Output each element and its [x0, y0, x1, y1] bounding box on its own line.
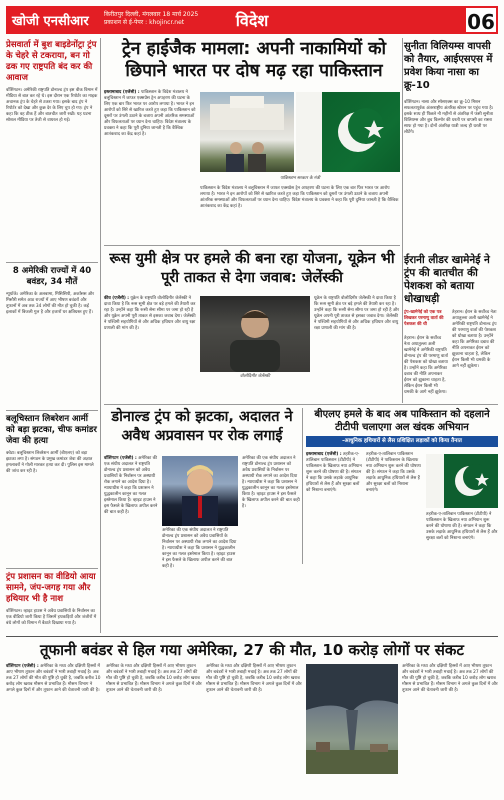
left-story-3-headline: बलूचिस्तान लिबरेशन आर्मी को बड़ा झटका, चीफ कमांडर जेवा की हत्या — [6, 414, 97, 446]
storm-body-2: अमेरिका के मध्य और दक्षिणी हिस्सों में आए भीषण तूफान और बवंडरों ने भारी तबाही मचाई है। अब तक 27 लोगों की मौत की पुष्टि हो चुकी है, जबकि करीब 10 करोड़ लोग खराब मौसम से प्रभावित हैं। मौसम विभाग ने अगले कुछ दिनों में और तूफान आने की चेतावनी जारी की है। — [106, 664, 202, 693]
train-hijack-body-2: पाकिस्तान के विदेश मंत्रालय ने बलूचिस्तान में जाफर एक्सप्रेस ट्रेन अपहरण की घटना के लिए एक बार फिर भारत पर आरोप लगाया है। भारत ने इन आरोपों को सिरे से खारिज करते हुए कहा कि पाकिस्तान को दूसरों पर उंगली उठाने के बजाय अपनी आंतरिक समस्याओं और विफलताओं पर ध्यान देना चाहिए। विदेश मंत्रालय के प्रवक्ता ने कहा कि पूरी दुनिया जानती है कि वैश्विक आतंकवाद का केंद्र कहां है। — [200, 186, 399, 209]
ttp-subline: -आधुनिक हथियारों से लैस प्रशिक्षित लड़ाकों को किया तैनात — [306, 436, 498, 447]
photo-pakistan-officials-art — [200, 92, 294, 172]
zelensky-body-2: यूक्रेन के राष्ट्रपति वोलोदिमीर जेलेंस्की ने दावा किया है कि रूस सूमी क्षेत्र पर बड़े हमले की तैयारी कर रहा है। उन्होंने कहा कि रूसी सेना सीमा पर जमा हो रही है और यूक्रेन अपनी पूरी ताकत से इसका जवाब देगा। जेलेंस्की ने पश्चिमी सहयोगियों से और अधिक हथियार और वायु रक्षा प्रणाली की मांग की है। — [314, 296, 400, 331]
storm-dateline: वॉशिंगटन (एजेंसी) : — [6, 664, 39, 669]
left-story-1-body: वॉशिंगटन। अमेरिकी राष्ट्रपति डोनाल्ड ट्रंप इस वीक विमान में मीडिया से बात कर रहे थे। इस दौरान एक रिपोर्टर का माइक अचानक ट्रंप के चेहरे से टकरा गया। इसके बाद ट्रंप ने रिपोर्टर को देखा और कुछ देर के लिए चुप हो गए। ट्रंप ने कहा कि वह ठीक हैं और बातचीत जारी रखी। यह घटना सोशल मीडिया पर तेजी से वायरल हो गई। — [6, 88, 98, 123]
pakistan-flag-icon — [296, 92, 400, 172]
photo-pakistan-flag-2 — [426, 454, 498, 508]
sunita-williams-headline: सुनीता विलियम्स वापसी को तैयार, आईएसएस में प्रवेश किया नासा का क्रू-10 — [404, 41, 493, 91]
zelensky-headline: रूस युमी क्षेत्र पर हमले की बना रहा योजना, यूक्रेन भी पूरी ताकत से देगा जवाब: जेलेंस्की — [109, 251, 395, 286]
photo-zelensky — [200, 296, 310, 372]
deportation-body-2: अमेरिका की एक संघीय अदालत ने राष्ट्रपति डोनाल्ड ट्रंप प्रशासन को अवैध प्रवासियों के निर्वासन पर अस्थायी रोक लगाने का आदेश दिया है। न्यायाधीश ने कहा कि प्रशासन ने युद्धकालीन कानून का गलत इस्तेमाल किया है। व्हाइट हाउस ने इस फैसले के खिलाफ अपील करने की बात कही है। — [242, 456, 300, 509]
photo-trump — [162, 456, 238, 526]
column-rule — [100, 38, 101, 633]
ttp-headline: बीएलए हमले के बाद अब पाकिस्तान को दहलाने टीटीपी चलाएगा अल खंदक अभियान — [314, 409, 490, 433]
train-hijack-body-text: पाकिस्तान के विदेश मंत्रालय ने बलूचिस्तान में जाफर एक्सप्रेस ट्रेन अपहरण की घटना के लिए एक बार फिर भारत पर आरोप लगाया है। भारत ने इन आरोपों को सिरे से खारिज करते हुए कहा कि पाकिस्तान को दूसरों पर उंगली उठाने के बजाय अपनी आंतरिक समस्याओं और विफलताओं पर ध्यान देना चाहिए। विदेश मंत्रालय के प्रवक्ता ने कहा कि पूरी दुनिया जानती है कि वैश्विक आतंकवाद का केंद्र कहां है। — [104, 90, 196, 137]
storm-body-3: अमेरिका के मध्य और दक्षिणी हिस्सों में आए भीषण तूफान और बवंडरों ने भारी तबाही मचाई है। अब तक 27 लोगों की मौत की पुष्टि हो चुकी है, जबकि करीब 10 करोड़ लोग खराब मौसम से प्रभावित हैं। मौसम विभाग ने अगले कुछ दिनों में और तूफान आने की चेतावनी जारी की है। — [206, 664, 302, 693]
train-hijack-dateline: इस्लामाबाद (एजेंसी) : — [104, 90, 140, 95]
photo-storm-art — [306, 664, 398, 774]
masthead — [6, 6, 498, 34]
divider — [6, 636, 498, 637]
left-story-2 — [6, 266, 98, 404]
deportation-dateline: वॉशिंगटन (एजेंसी) : — [104, 456, 137, 461]
column-rule — [402, 38, 403, 403]
khamenei-body-1: तेहरान। ईरान के सर्वोच्च नेता अयातुल्ला अली खामेनेई ने अमेरिकी राष्ट्रपति डोनाल्ड ट्रंप की परमाणु वार्ता की पेशकश को धोखा बताया है। उन्होंने कहा कि अमेरिका दबाव की नीति अपनाकर ईरान को झुकाना चाहता है, लेकिन ईरान किसी भी धमकी के आगे नहीं झुकेगा। — [404, 336, 448, 395]
left-story-4-body: वॉशिंगटन। व्हाइट हाउस ने अवैध प्रवासियों के निर्वासन का एक वीडियो जारी किया है जिसमें हथकड़ियों और जंजीरों में बंधे लोगों को विमान में बैठाते दिखाया गया है। — [6, 609, 97, 626]
main-headline-train-hijack: ट्रेन हाईजैक मामला: अपनी नाकामियों को छिपाने भारत पर दोष मढ़ रहा पाकिस्तान — [121, 39, 387, 81]
divider — [6, 262, 98, 263]
zelensky-caption: वोलोदिमीर जेलेंस्की — [240, 374, 270, 379]
column-rule — [302, 408, 303, 564]
divider — [104, 404, 498, 405]
storm-headline: तूफानी बवंडर से हिल गया अमेरिका, 27 की मौत, 10 करोड़ लोगों पर संकट — [40, 641, 464, 659]
storm-body-4: अमेरिका के मध्य और दक्षिणी हिस्सों में आए भीषण तूफान और बवंडरों ने भारी तबाही मचाई है। अब तक 27 लोगों की मौत की पुष्टि हो चुकी है, जबकि करीब 10 करोड़ लोग खराब मौसम से प्रभावित हैं। मौसम विभाग ने अगले कुछ दिनों में और तूफान आने की चेतावनी जारी की है। — [402, 664, 498, 693]
train-hijack-caption: पाकिस्तान सरकार के मंत्री — [280, 176, 320, 181]
left-story-4-headline: ट्रंप प्रशासन का वीडियो आया सामने, जंप-जगह गया और हथियार भी है नाश — [6, 572, 96, 604]
left-story-1 — [6, 40, 98, 254]
photo-storm — [306, 664, 398, 774]
khamenei-headline: ईरानी लीडर खामेनेई ने ट्रंप की बातचीत की पेशकश को बताया धोखाधड़ी — [404, 254, 490, 305]
khamenei-subhead: ट्रंप-खामेनेई को एक पत्र लिखकर परमाणु वार्ता की पेशकश की थी — [404, 310, 444, 327]
left-story-2-body: न्यूयॉर्क। अमेरिका के अलबामा, मिसिसिपी, अर्कांसस और मिसौरी समेत आठ राज्यों में आए भीषण बवंडरों और तूफानों में अब तक 34 लोगों की मौत हो चुकी है। कई इलाकों में बिजली गुल है और हजारों घर क्षतिग्रस्त हुए हैं। — [6, 292, 95, 315]
section-title: विदेश — [235, 11, 269, 30]
divider — [6, 410, 98, 411]
left-story-1-headline: प्रेसवार्ता में बुश बाइडेनोंट्रा ट्रंप के चेहरे से टकराया, बन गो ढक गए राष्ट्रपति बंद कर की आवाज — [6, 40, 97, 83]
left-story-2-headline: 8 अमेरिकी राज्यों में 40 बवंडर, 34 मौतें — [12, 266, 92, 287]
photo-pakistan-officials — [200, 92, 294, 172]
sunita-williams-body: वॉशिंगटन। नासा और स्पेसएक्स का क्रू-10 मिशन सफलतापूर्वक अंतरराष्ट्रीय अंतरिक्ष स्टेशन पर पहुंच गया है। इसके साथ ही पिछले नौ महीनों से अंतरिक्ष में फंसी सुनीता विलियम्स और बुच विल्मोर की धरती पर वापसी का रास्ता साफ हो गया है। दोनों अंतरिक्ष यात्री जल्द ही धरती पर लौटेंगे। — [404, 100, 494, 135]
deportation-body-1 — [104, 456, 158, 564]
zelensky-body-1 — [104, 296, 196, 400]
dateline-date: किरीतपुर दिल्ली, मंगलवार 18 मार्च 2025 — [104, 11, 199, 18]
brand-name: खोजी एनसीआर — [12, 14, 89, 29]
pakistan-flag-icon — [426, 454, 498, 508]
zelensky-body-text: यूक्रेन के राष्ट्रपति वोलोदिमीर जेलेंस्की ने दावा किया है कि रूस सूमी क्षेत्र पर बड़े हमले की तैयारी कर रहा है। उन्होंने कहा कि रूसी सेना सीमा पर जमा हो रही है और यूक्रेन अपनी पूरी ताकत से इसका जवाब देगा। जेलेंस्की ने पश्चिमी सहयोगियों से और अधिक हथियार और वायु रक्षा प्रणाली की मांग की है। — [104, 296, 196, 331]
deportation-headline: डोनाल्ड ट्रंप को झटका, अदालत ने अवैध अप्रवासन पर रोक लगाई — [111, 409, 293, 444]
photo-zelensky-art — [200, 296, 310, 372]
photo-trump-art — [162, 456, 238, 526]
divider — [104, 245, 400, 246]
ttp-body-1 — [306, 452, 362, 564]
deportation-body-text: अमेरिका की एक संघीय अदालत ने राष्ट्रपति डोनाल्ड ट्रंप प्रशासन को अवैध प्रवासियों के निर्वासन पर अस्थायी रोक लगाने का आदेश दिया है। न्यायाधीश ने कहा कि प्रशासन ने युद्धकालीन कानून का गलत इस्तेमाल किया है। व्हाइट हाउस ने इस फैसले के खिलाफ अपील करने की बात कही है। — [104, 456, 158, 515]
divider — [6, 568, 98, 569]
left-story-4 — [6, 572, 98, 649]
page-number: 06 — [464, 6, 498, 34]
left-story-3 — [6, 414, 98, 563]
ttp-dateline: इस्लामाबाद (एजेंसी) : — [306, 452, 342, 457]
storm-body-1 — [6, 664, 102, 794]
ttp-body-2: तहरीक-ए-तालिबान पाकिस्तान (टीटीपी) ने पाकिस्तान के खिलाफ नया अभियान शुरू करने की घोषणा की है। संगठन ने कहा कि उसके लड़ाके आधुनिक हथियारों से लैस हैं और सुरक्षा बलों को निशाना बनाएंगे। — [366, 452, 421, 493]
train-hijack-body-1 — [104, 90, 196, 240]
dateline-epaper: प्रकाशन से ई-पेपर : khojincr.net — [104, 19, 185, 26]
storm-body-text: अमेरिका के मध्य और दक्षिणी हिस्सों में आए भीषण तूफान और बवंडरों ने भारी तबाही मचाई है। अब तक 27 लोगों की मौत की पुष्टि हो चुकी है, जबकि करीब 10 करोड़ लोग खराब मौसम से प्रभावित हैं। मौसम विभाग ने अगले कुछ दिनों में और तूफान आने की चेतावनी जारी की है। — [6, 664, 101, 693]
left-story-3-body: क्वेटा। बलूचिस्तान लिबरेशन आर्मी (बीएलए) को बड़ा झटका लगा है। संगठन के प्रमुख कमांडर जेवा की अज्ञात हमलावरों ने गोली मारकर हत्या कर दी। पुलिस इस मामले की जांच कर रही है। — [6, 451, 94, 474]
zelensky-dateline: कीव (एजेंसी) : — [104, 296, 130, 301]
ttp-body-3: तहरीक-ए-तालिबान पाकिस्तान (टीटीपी) ने पाकिस्तान के खिलाफ नया अभियान शुरू करने की घोषणा की है। संगठन ने कहा कि उसके लड़ाके आधुनिक हथियारों से लैस हैं और सुरक्षा बलों को निशाना बनाएंगे। — [426, 512, 498, 541]
photo-pakistan-flag — [296, 92, 400, 172]
khamenei-body-2: तेहरान। ईरान के सर्वोच्च नेता अयातुल्ला अली खामेनेई ने अमेरिकी राष्ट्रपति डोनाल्ड ट्रंप की परमाणु वार्ता की पेशकश को धोखा बताया है। उन्होंने कहा कि अमेरिका दबाव की नीति अपनाकर ईरान को झुकाना चाहता है, लेकिन ईरान किसी भी धमकी के आगे नहीं झुकेगा। — [452, 310, 497, 369]
deportation-body-3: अमेरिका की एक संघीय अदालत ने राष्ट्रपति डोनाल्ड ट्रंप प्रशासन को अवैध प्रवासियों के निर्वासन पर अस्थायी रोक लगाने का आदेश दिया है। न्यायाधीश ने कहा कि प्रशासन ने युद्धकालीन कानून का गलत इस्तेमाल किया है। व्हाइट हाउस ने इस फैसले के खिलाफ अपील करने की बात कही है। — [162, 528, 237, 569]
ttp-body-text: तहरीक-ए-तालिबान पाकिस्तान (टीटीपी) ने पाकिस्तान के खिलाफ नया अभियान शुरू करने की घोषणा की है। संगठन ने कहा कि उसके लड़ाके आधुनिक हथियारों से लैस हैं और सुरक्षा बलों को निशाना बनाएंगे। — [306, 452, 362, 493]
